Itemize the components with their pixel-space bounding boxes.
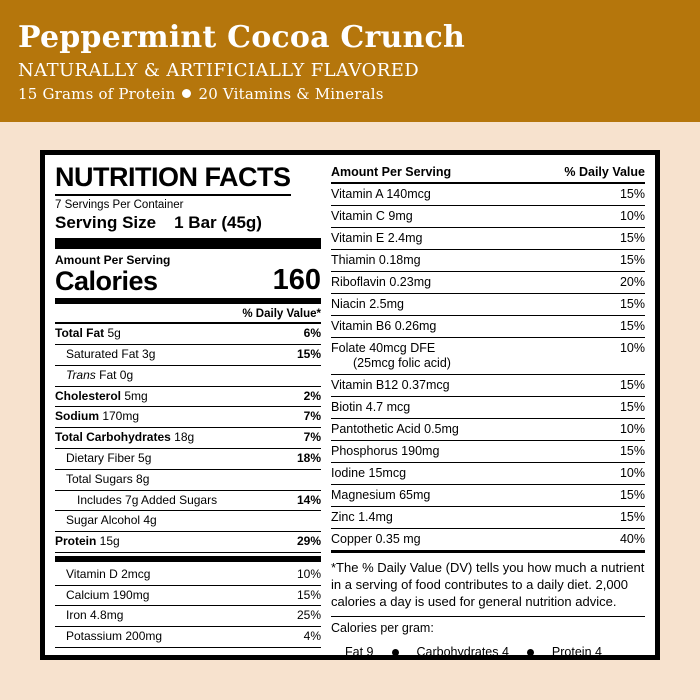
nutrient-daily-value: 18% bbox=[296, 450, 321, 465]
nutrient-daily-value: 7% bbox=[303, 409, 321, 424]
vitamin-name: Riboflavin 0.23mg bbox=[331, 275, 432, 289]
nutrient-rows bbox=[55, 324, 321, 553]
nutrition-facts-title: NUTRITION FACTS bbox=[55, 163, 291, 196]
vitamin-name: Vitamin C 9mg bbox=[331, 209, 413, 223]
serving-size-row bbox=[55, 213, 321, 233]
calories-value: 160 bbox=[272, 263, 321, 296]
amount-per-serving-label: Amount Per Serving bbox=[55, 252, 171, 267]
vitamin-row bbox=[331, 250, 645, 271]
calories-per-gram-values bbox=[331, 639, 645, 659]
product-claims bbox=[18, 85, 682, 103]
nutrient-row bbox=[55, 345, 321, 365]
nutrient-daily-value: 6% bbox=[303, 326, 321, 341]
serving-size-value: 1 Bar (45g) bbox=[174, 212, 262, 232]
nutrient-row bbox=[55, 449, 321, 469]
nutrition-right-column bbox=[331, 163, 645, 660]
vitamin-daily-value: 10% bbox=[619, 466, 645, 480]
product-header bbox=[0, 0, 700, 122]
vitamin-row bbox=[331, 228, 645, 249]
vitamin-daily-value: 4% bbox=[303, 629, 321, 644]
row-divider bbox=[55, 552, 321, 553]
vitamin-name: Thiamin 0.18mg bbox=[331, 253, 421, 267]
row-divider bbox=[55, 647, 321, 648]
vitamin-name: Pantothetic Acid 0.5mg bbox=[331, 422, 459, 436]
vitamin-name: Calcium 190mg bbox=[66, 587, 150, 602]
right-column-header bbox=[331, 165, 645, 182]
nutrient-name: Dietary Fiber 5g bbox=[66, 450, 152, 465]
vitamin-daily-value: 15% bbox=[619, 400, 645, 414]
vitamin-row bbox=[331, 419, 645, 440]
vitamin-row bbox=[55, 606, 321, 626]
vitamin-name: Niacin 2.5mg bbox=[331, 297, 404, 311]
vitamin-daily-value: 20% bbox=[619, 275, 645, 289]
nutrient-name: Sodium 170mg bbox=[55, 409, 140, 424]
vitamin-daily-value: 15% bbox=[619, 253, 645, 267]
vitamin-row bbox=[331, 375, 645, 396]
claim-protein: 15 Grams of Protein bbox=[18, 84, 176, 103]
vitamin-name: Zinc 1.4mg bbox=[331, 510, 393, 524]
vitamin-name: Iron 4.8mg bbox=[66, 608, 124, 623]
vitamin-daily-value: 10% bbox=[296, 566, 321, 581]
nutrition-left-column bbox=[55, 163, 321, 647]
vitamin-row bbox=[331, 397, 645, 418]
right-dv-label: % Daily Value bbox=[564, 165, 645, 179]
vitamin-daily-value: 10% bbox=[619, 422, 645, 436]
nutrient-name: Sugar Alcohol 4g bbox=[66, 513, 157, 528]
divider-medium-2 bbox=[55, 556, 321, 562]
vitamin-row bbox=[331, 485, 645, 506]
nutrient-row bbox=[55, 491, 321, 511]
vitamin-row bbox=[331, 184, 645, 205]
nutrient-daily-value: 2% bbox=[303, 388, 321, 403]
vitamin-row bbox=[331, 463, 645, 484]
nutrient-name: Total Sugars 8g bbox=[66, 471, 150, 486]
vitamin-name: Vitamin D 2mcg bbox=[66, 566, 151, 581]
nutrient-daily-value: 15% bbox=[296, 346, 321, 361]
vitamin-name: Magnesium 65mg bbox=[331, 488, 431, 502]
nutrition-panel-wrapper bbox=[0, 122, 700, 660]
nutrient-row bbox=[55, 387, 321, 407]
nutrition-facts-panel bbox=[40, 150, 660, 660]
vitamin-daily-value: 15% bbox=[619, 488, 645, 502]
vitamin-row bbox=[331, 316, 645, 337]
nutrient-name: Saturated Fat 3g bbox=[66, 346, 156, 361]
serving-size-label: Serving Size bbox=[55, 212, 157, 232]
vitamin-daily-value: 15% bbox=[619, 378, 645, 392]
vitamin-subtext: (25mcg folic acid) bbox=[353, 356, 451, 370]
vitamin-name: Vitamin B6 0.26mg bbox=[331, 319, 437, 333]
calories-per-gram-label: Calories per gram: bbox=[331, 621, 434, 636]
vitamin-name: Copper 0.35 mg bbox=[331, 532, 421, 546]
nutrient-name: Protein 15g bbox=[55, 534, 120, 549]
vitamin-daily-value: 25% bbox=[296, 608, 321, 623]
vitamin-name: Iodine 15mcg bbox=[331, 466, 407, 480]
nutrient-daily-value: 29% bbox=[296, 534, 321, 549]
product-subtitle: NATURALLY & ARTIFICIALLY FLAVORED bbox=[18, 59, 420, 81]
nutrient-row bbox=[55, 428, 321, 448]
right-amount-label: Amount Per Serving bbox=[331, 165, 452, 179]
nutrient-name: Trans Fat 0g bbox=[66, 367, 134, 382]
calories-per-gram-item: Protein 4 bbox=[551, 645, 602, 660]
divider-thick bbox=[55, 238, 321, 249]
nutrient-name: Total Carbohydrates 18g bbox=[55, 430, 195, 445]
vitamin-daily-value: 40% bbox=[619, 532, 645, 546]
vitamin-daily-value: 15% bbox=[619, 444, 645, 458]
vitamin-daily-value: 10% bbox=[619, 341, 645, 355]
vitamin-row bbox=[331, 294, 645, 315]
daily-value-header: % Daily Value* bbox=[242, 308, 321, 321]
vitamin-row bbox=[55, 586, 321, 606]
vitamin-row bbox=[331, 441, 645, 462]
vitamin-rows-right bbox=[331, 184, 645, 551]
vitamin-daily-value: 15% bbox=[619, 510, 645, 524]
vitamin-name: Vitamin B12 0.37mcg bbox=[331, 378, 450, 392]
vitamin-name: Potassium 200mg bbox=[66, 629, 163, 644]
servings-per-container: 7 Servings Per Container bbox=[55, 198, 184, 211]
vitamin-rows-left bbox=[55, 565, 321, 648]
nutrient-row bbox=[55, 470, 321, 490]
vitamin-name: Vitamin E 2.4mg bbox=[331, 231, 423, 245]
vitamin-daily-value: 15% bbox=[619, 297, 645, 311]
bullet-dot-icon bbox=[527, 649, 534, 656]
vitamin-name: Folate 40mcg DFE (25mcg folic acid) bbox=[331, 341, 451, 370]
nutrient-name: Cholesterol 5mg bbox=[55, 388, 148, 403]
daily-value-footnote: *The % Daily Value (DV) tells you how much a nutrient in a serving of food contributes to a daily diet. 2,000 calories a day is used for general nutrition advice. bbox=[331, 560, 645, 610]
vitamin-name: Phosphorus 190mg bbox=[331, 444, 440, 458]
vitamin-row bbox=[331, 338, 645, 374]
nutrient-daily-value: 7% bbox=[303, 430, 321, 445]
vitamin-daily-value: 15% bbox=[619, 187, 645, 201]
vitamin-name: Vitamin A 140mcg bbox=[331, 187, 431, 201]
vitamin-daily-value: 10% bbox=[619, 209, 645, 223]
calories-label: Calories bbox=[55, 265, 158, 296]
nutrient-name: Includes 7g Added Sugars bbox=[77, 492, 218, 507]
calories-per-gram-item: Fat 9 bbox=[345, 645, 374, 660]
vitamin-daily-value: 15% bbox=[619, 319, 645, 333]
product-title: Peppermint Cocoa Crunch bbox=[18, 20, 465, 55]
vitamin-row bbox=[331, 272, 645, 293]
vitamin-row bbox=[55, 627, 321, 647]
nutrient-row bbox=[55, 366, 321, 386]
nutrient-name: Total Fat 5g bbox=[55, 326, 121, 341]
nutrient-row bbox=[55, 324, 321, 344]
vitamin-daily-value: 15% bbox=[619, 231, 645, 245]
bullet-dot-icon bbox=[392, 649, 399, 656]
vitamin-row bbox=[331, 206, 645, 227]
divider-medium bbox=[55, 298, 321, 304]
claim-vitamins: 20 Vitamins & Minerals bbox=[198, 84, 384, 103]
vitamin-daily-value: 15% bbox=[296, 587, 321, 602]
nutrient-row bbox=[55, 511, 321, 531]
bullet-dot-icon bbox=[182, 89, 191, 98]
nutrient-row bbox=[55, 407, 321, 427]
calories-row bbox=[55, 265, 321, 295]
vitamin-name: Biotin 4.7 mcg bbox=[331, 400, 411, 414]
calories-per-gram-item: Carbohydrates 4 bbox=[416, 645, 509, 660]
vitamin-row bbox=[331, 529, 645, 550]
nutrient-row bbox=[55, 532, 321, 552]
vitamin-row bbox=[55, 565, 321, 585]
nutrient-daily-value: 14% bbox=[296, 492, 321, 507]
vitamin-row bbox=[331, 507, 645, 528]
